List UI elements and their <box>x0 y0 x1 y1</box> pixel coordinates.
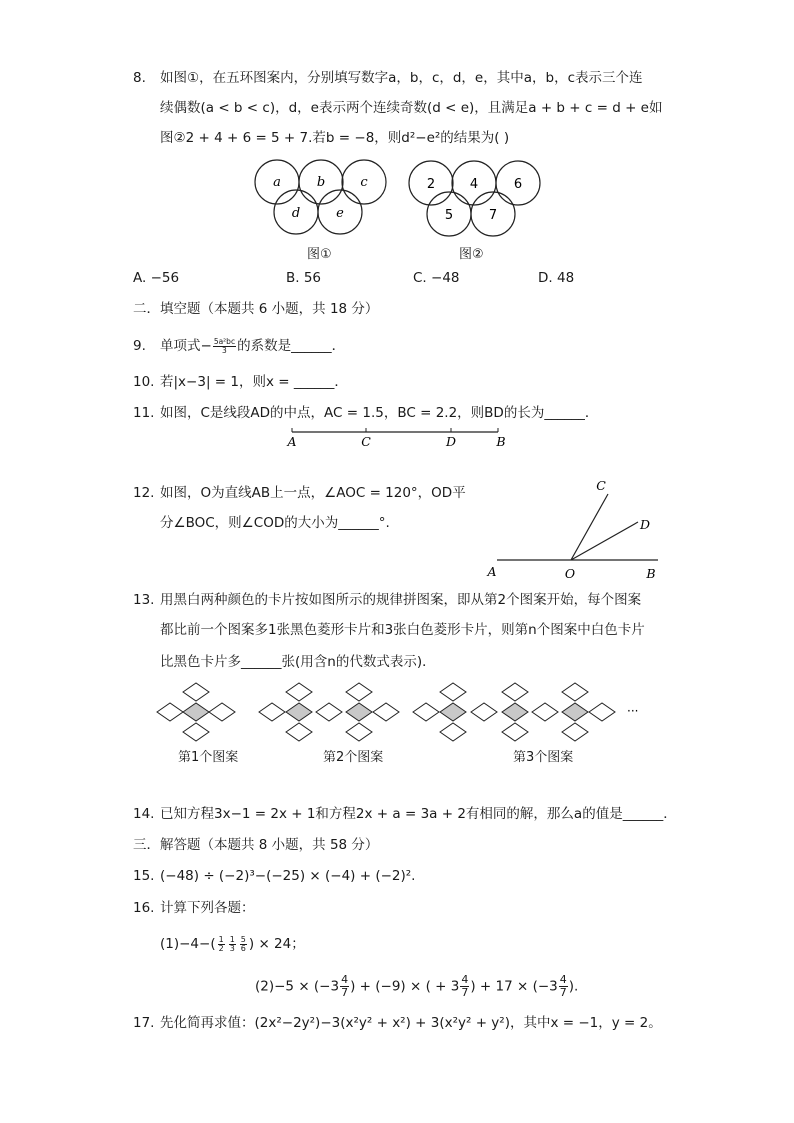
q12-point-a: A <box>487 564 497 579</box>
pattern1-black-card-1 <box>183 703 209 721</box>
q16-p1-frac-3: $\frac{5}{6}$ <box>240 934 246 953</box>
q12-point-o: O <box>564 566 576 581</box>
q13-number: 13. <box>133 592 155 608</box>
q13-line3: 比黑色卡片多______张(用含n的代数式表示)． <box>160 654 436 670</box>
q17-text: 先化简再求值：(2x²−2y²)−3(x²y² + x²) + 3(x²y² + y²)，其中x = −1，y = 2。 <box>160 1015 662 1031</box>
q13-diamond-patterns <box>150 680 650 746</box>
pattern2-white-top-1 <box>286 683 312 701</box>
pattern2-white-top-2 <box>346 683 372 701</box>
fig2-label-4: 4 <box>469 177 479 192</box>
q12-point-d: D <box>639 517 651 532</box>
pattern2-black-card-2 <box>346 703 372 721</box>
q8-option-d: D. 48 <box>538 270 575 286</box>
q8-five-rings-figures <box>240 155 560 260</box>
q11-text: 如图，C是线段AD的中点，AC = 1.5，BC = 2.2，则BD的长为______． <box>160 405 599 421</box>
fig2-label-6: 6 <box>513 177 523 192</box>
fig2-label-7: 7 <box>488 208 498 223</box>
q9-fraction <box>213 338 236 355</box>
pattern1-white-bottom-1 <box>183 723 209 741</box>
q16-p1-pre: (1)−4−( <box>160 936 216 952</box>
q12-angle-figure <box>480 474 670 584</box>
q13-caption-2: 第2个图案 <box>323 750 384 765</box>
q9-pre: 单项式− <box>160 338 212 354</box>
q8-line3: 图②2 + 4 + 6 = 5 + 7.若b = −8，则d²−e²的结果为( ) <box>160 130 510 146</box>
q9-frac-num: 5a²bc <box>213 336 236 346</box>
q12-line2: 分∠BOC，则∠COD的大小为______°. <box>160 515 390 531</box>
pattern1-white-end-left <box>157 703 183 721</box>
fig2-label-2: 2 <box>426 177 436 192</box>
q15-text: (−48) ÷ (−2)³−(−25) × (−4) + (−2)². <box>160 868 416 884</box>
q8-line2: 续偶数(a < b < c)，d，e表示两个连续奇数(d < e)，且满足a + b + c = d + e如 <box>160 100 663 116</box>
q13-ellipsis: ··· <box>627 704 639 718</box>
q16-p2-frac-2: $\frac{4}{7}$ <box>461 973 469 999</box>
q13-caption-1: 第1个图案 <box>178 750 239 765</box>
q12-line1: 如图，O为直线AB上一点，∠AOC = 120°，OD平 <box>160 485 466 501</box>
pattern2-white-end-right <box>373 703 399 721</box>
q8-number: 8. <box>133 70 146 86</box>
pattern3-black-card-1 <box>440 703 466 721</box>
q8-option-b: B. 56 <box>286 270 322 286</box>
q16-part1 <box>160 934 305 954</box>
pattern3-white-bottom-1 <box>440 723 466 741</box>
q8-fig1-caption: 图① <box>307 247 332 262</box>
pattern3-white-end-left <box>413 703 439 721</box>
q13-caption-3: 第3个图案 <box>513 750 574 765</box>
q16-p2-frac-3: $\frac{4}{7}$ <box>559 973 567 999</box>
q16-p2-a: (2)−5 × (−3 <box>255 978 340 995</box>
pattern3-white-bottom-3 <box>562 723 588 741</box>
q8-figure1-rings <box>255 160 386 234</box>
pattern2-white-end-left <box>259 703 285 721</box>
fig1-label-b: b <box>316 175 326 190</box>
q10-number: 10. <box>133 374 155 390</box>
q14-number: 14. <box>133 806 155 822</box>
q11-point-d: D <box>445 434 457 449</box>
q16-part2 <box>255 974 578 999</box>
q9-number: 9. <box>133 338 146 354</box>
section3-heading: 三．解答题（本题共 8 小题，共 58 分） <box>133 837 379 853</box>
q14-text: 已知方程3x−1 = 2x + 1和方程2x + a = 3a + 2有相同的解，那么a的值是______． <box>160 806 677 822</box>
pattern3-white-mid-1 <box>471 703 497 721</box>
q11-point-b: B <box>496 434 506 449</box>
q11-segment-figure <box>282 424 512 450</box>
pattern3-black-card-3 <box>562 703 588 721</box>
q12-point-b: B <box>646 566 656 581</box>
pattern2-white-bottom-2 <box>346 723 372 741</box>
q16-p1-frac-2: $\frac{1}{3}$ <box>229 934 235 953</box>
q11-point-c: C <box>361 434 371 449</box>
q8-option-c: C. −48 <box>413 270 460 286</box>
pattern1-white-top-1 <box>183 683 209 701</box>
q16-p1-frac-1: $\frac{1}{2}$ <box>218 934 224 953</box>
fig1-label-e: e <box>336 206 344 221</box>
q13-line1: 用黑白两种颜色的卡片按如图所示的规律拼图案，即从第2个图案开始，每个图案 <box>160 592 642 608</box>
q17-number: 17. <box>133 1015 155 1031</box>
pattern2-white-mid-1 <box>316 703 342 721</box>
q11-number: 11. <box>133 405 155 421</box>
q9-frac-den: 3 <box>222 345 227 355</box>
pattern3-white-top-2 <box>502 683 528 701</box>
q11-point-a: A <box>287 434 297 449</box>
q8-figure2-rings <box>409 161 540 236</box>
pattern3-white-end-right <box>589 703 615 721</box>
q16-p1-post: ) × 24； <box>248 936 305 952</box>
q8-fig2-caption: 图② <box>459 247 484 262</box>
q12-number: 12. <box>133 485 155 501</box>
fig1-label-c: c <box>360 175 368 190</box>
section2-heading: 二．填空题（本题共 6 小题，共 18 分） <box>133 301 379 317</box>
q16-p2-b: ) + (−9) × ( + 3 <box>350 978 460 995</box>
q12-point-c: C <box>596 478 606 493</box>
q9-post: 的系数是______． <box>237 338 346 354</box>
fig1-label-a: a <box>273 175 281 190</box>
q8-option-a: A. −56 <box>133 270 180 286</box>
fig1-label-d: d <box>291 206 301 221</box>
q15-number: 15. <box>133 868 155 884</box>
pattern1-white-end-right <box>209 703 235 721</box>
pattern3-white-bottom-2 <box>502 723 528 741</box>
q16-p2-frac-1: $\frac{4}{7}$ <box>341 973 349 999</box>
fig2-label-5: 5 <box>444 208 454 223</box>
q9-text <box>160 336 345 356</box>
q16-p2-d: ). <box>568 978 579 995</box>
pattern3-white-top-3 <box>562 683 588 701</box>
pattern3-white-mid-2 <box>532 703 558 721</box>
q16-number: 16. <box>133 900 155 916</box>
pattern3-black-card-2 <box>502 703 528 721</box>
q10-text: 若|x−3| = 1，则x = ______． <box>160 374 348 390</box>
pattern3-white-top-1 <box>440 683 466 701</box>
q16-title: 计算下列各题： <box>160 900 255 916</box>
q8-line1: 如图①，在五环图案内，分别填写数字a，b，c，d，e，其中a，b，c表示三个连 <box>160 70 643 86</box>
pattern2-white-bottom-1 <box>286 723 312 741</box>
pattern2-black-card-1 <box>286 703 312 721</box>
q16-p2-c: ) + 17 × (−3 <box>470 978 558 995</box>
q13-line2: 都比前一个图案多1张黑色菱形卡片和3张白色菱形卡片，则第n个图案中白色卡片 <box>160 622 645 638</box>
